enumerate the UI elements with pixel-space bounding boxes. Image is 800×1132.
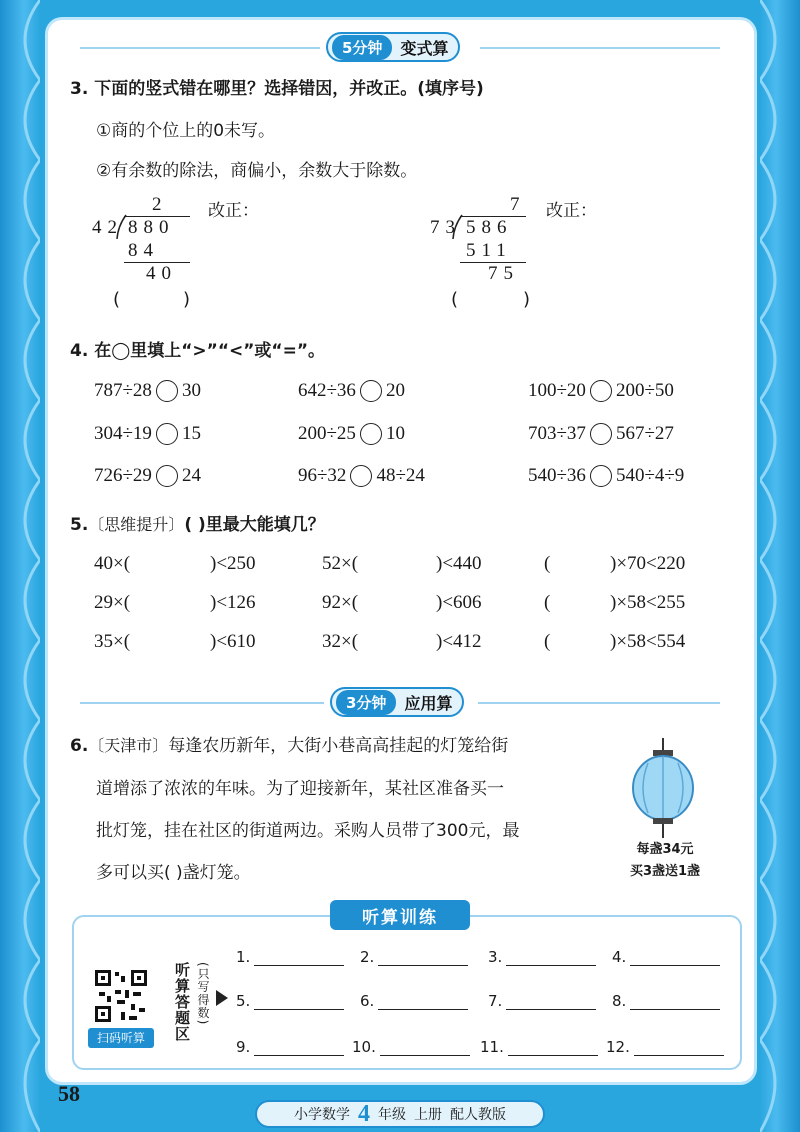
- footer-grade: 年级: [378, 1107, 406, 1123]
- division-1-answer-open: (: [113, 289, 121, 310]
- listening-title: 听算训练: [330, 900, 470, 930]
- fill-expr-right: )<440: [436, 553, 482, 574]
- section-name: 应用算: [404, 693, 453, 713]
- answer-zone-note: (只写得数): [196, 962, 210, 1026]
- division-1-divisor: 42: [92, 217, 123, 238]
- listen-answer-slot[interactable]: 7.: [488, 992, 596, 1010]
- compare-circle[interactable]: [590, 465, 612, 487]
- question-3-option-1: ①商的个位上的0未写。: [96, 121, 276, 141]
- division-2-quotient: 7: [510, 194, 526, 215]
- fill-expr-right: )×58<554: [610, 631, 686, 652]
- division-1-bracket: [116, 214, 128, 240]
- fill-expr-right: )<126: [210, 592, 256, 613]
- arrow-icon: [216, 990, 228, 1006]
- compare-expression: 540÷36 540÷4÷9: [528, 465, 685, 486]
- division-2-dividend: 586: [466, 217, 513, 238]
- compare-circle[interactable]: [156, 465, 178, 487]
- question-6-line-3: 批灯笼，挂在社区的街道两边。采购人员带了300元，最: [96, 821, 520, 841]
- fill-expr-left: 92×(: [322, 592, 359, 613]
- division-1-quotient: 2: [152, 194, 168, 215]
- listen-answer-slot[interactable]: 3.: [488, 948, 596, 966]
- fill-expr-left: (: [544, 553, 551, 574]
- listen-answer-slot[interactable]: 12.: [606, 1038, 724, 1056]
- compare-expression: 726÷29 24: [94, 465, 201, 486]
- listen-answer-slot[interactable]: 6.: [360, 992, 468, 1010]
- question-5-title: 5.〔思维提升〕( )里最大能填几？: [70, 515, 325, 535]
- right-wave-border: [760, 0, 800, 1132]
- section-divider: [480, 47, 720, 49]
- division-2-answer-open: (: [451, 289, 459, 310]
- compare-circle[interactable]: [156, 380, 178, 402]
- question-6-line-2: 道增添了浓浓的年味。为了迎接新年，某社区准备买一: [96, 779, 504, 799]
- scan-label: 扫码听算: [88, 1028, 154, 1048]
- fill-expr-right: )<606: [436, 592, 482, 613]
- fill-expr-left: 29×(: [94, 592, 131, 613]
- fill-expr-left: 32×(: [322, 631, 359, 652]
- division-2-bracket: [452, 214, 464, 240]
- compare-circle[interactable]: [360, 423, 382, 445]
- question-5-tag: 〔思维提升〕: [88, 515, 185, 534]
- fill-expr-right: )×58<255: [610, 592, 686, 613]
- compare-expression: 787÷28 30: [94, 380, 201, 401]
- compare-circle[interactable]: [360, 380, 382, 402]
- compare-expression: 200÷25 10: [298, 423, 405, 444]
- section-divider: [80, 47, 320, 49]
- section-divider: [478, 702, 720, 704]
- footer-term: 上册: [414, 1107, 442, 1123]
- answer-zone-label: 听算答题区: [173, 962, 191, 1042]
- compare-circle[interactable]: [156, 423, 178, 445]
- fill-expr-right: )<610: [210, 631, 256, 652]
- division-1-answer-close: ): [183, 289, 191, 310]
- left-wave-border: [0, 0, 40, 1132]
- fill-expr-right: )<250: [210, 553, 256, 574]
- listen-answer-slot[interactable]: 5.: [236, 992, 344, 1010]
- division-2-divisor: 73: [430, 217, 461, 238]
- section-header-variant: [326, 32, 460, 62]
- section-minutes: 5分钟: [332, 35, 392, 60]
- compare-expression: 96÷32 48÷24: [298, 465, 425, 486]
- compare-circle[interactable]: [590, 423, 612, 445]
- qr-code-icon[interactable]: [93, 968, 149, 1024]
- division-2-step: 511: [466, 240, 512, 261]
- fill-expr-left: 40×(: [94, 553, 131, 574]
- division-1-remainder: 40: [146, 263, 177, 284]
- compare-circle[interactable]: [350, 465, 372, 487]
- lantern-caption-promo: 买3盏送1盏: [629, 864, 701, 879]
- compare-expression: 703÷37 567÷27: [528, 423, 674, 444]
- compare-circle[interactable]: [590, 380, 612, 402]
- listen-answer-slot[interactable]: 2.: [360, 948, 468, 966]
- footer-edition: 配人教版: [450, 1107, 506, 1123]
- lantern-icon: [628, 738, 698, 838]
- listen-answer-slot[interactable]: 11.: [480, 1038, 598, 1056]
- fill-expr-right: )<412: [436, 631, 482, 652]
- listen-answer-slot[interactable]: 1.: [236, 948, 344, 966]
- compare-expression: 304÷19 15: [94, 423, 201, 444]
- section-name: 变式算: [400, 38, 449, 58]
- question-3-title: 3. 下面的竖式错在哪里？选择错因，并改正。(填序号): [70, 79, 484, 99]
- fill-expr-left: 35×(: [94, 631, 131, 652]
- section-minutes: 3分钟: [336, 690, 396, 715]
- listen-answer-slot[interactable]: 4.: [612, 948, 720, 966]
- division-1-dividend: 880: [128, 217, 175, 238]
- question-6-line-1: 6.〔天津市〕每逢农历新年，大街小巷高高挂起的灯笼给街: [70, 736, 509, 756]
- division-1-fix-label: 改正：: [208, 201, 259, 221]
- division-2-remainder: 75: [488, 263, 519, 284]
- footer-grade-number: 4: [358, 1100, 370, 1127]
- page-number: 58: [58, 1081, 80, 1106]
- listen-answer-slot[interactable]: 8.: [612, 992, 720, 1010]
- question-6-line-4: 多可以买( )盏灯笼。: [96, 863, 251, 883]
- compare-expression: 642÷36 20: [298, 380, 405, 401]
- footer-badge: [255, 1100, 545, 1128]
- section-header-applied: [330, 687, 464, 717]
- division-2-answer-close: ): [523, 289, 531, 310]
- division-1-step: 84: [128, 240, 159, 261]
- question-3-option-2: ②有余数的除法，商偏小，余数大于除数。: [96, 161, 418, 181]
- fill-expr-left: (: [544, 592, 551, 613]
- footer-subject: 小学数学: [294, 1107, 350, 1123]
- listen-answer-slot[interactable]: 10.: [352, 1038, 470, 1056]
- fill-expr-left: 52×(: [322, 553, 359, 574]
- question-4-title: 4. 在◯里填上“>”“<”或“=”。: [70, 341, 325, 361]
- listen-answer-slot[interactable]: 9.: [236, 1038, 344, 1056]
- fill-expr-right: )×70<220: [610, 553, 686, 574]
- fill-expr-left: (: [544, 631, 551, 652]
- lantern-caption-price: 每盏34元: [636, 842, 694, 857]
- section-divider: [80, 702, 324, 704]
- compare-expression: 100÷20 200÷50: [528, 380, 674, 401]
- division-2-fix-label: 改正：: [546, 201, 597, 221]
